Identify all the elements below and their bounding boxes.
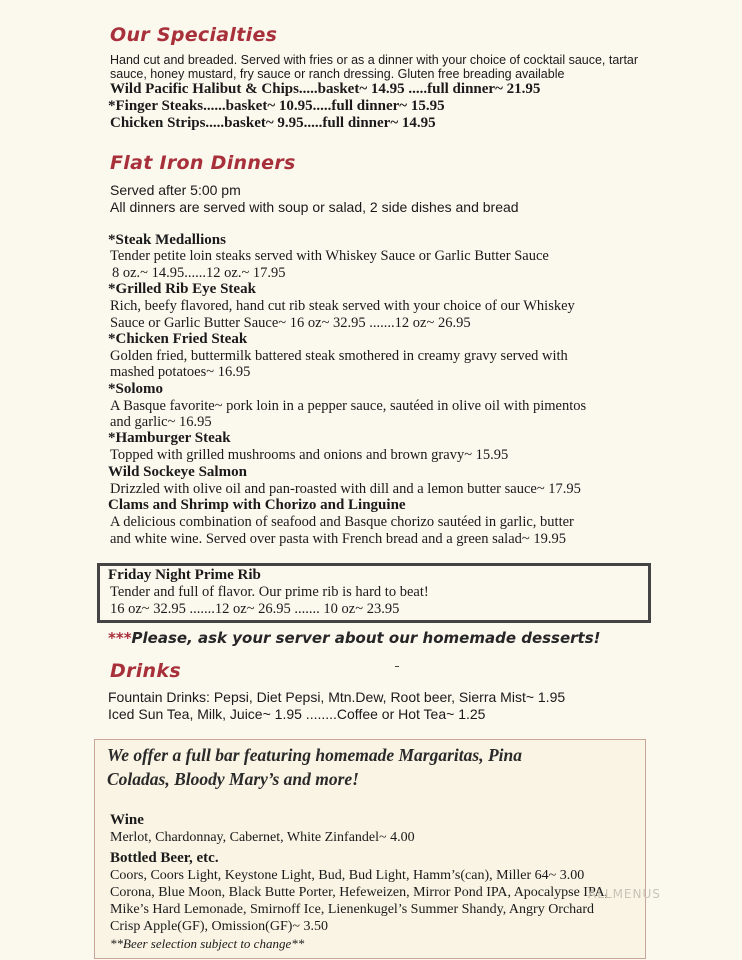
beer-line: Crisp Apple(GF), Omission(GF)~ 3.50 (110, 919, 328, 934)
dinner-item-desc: Rich, beefy flavored, hand cut rib steak served with your choice of our Whiskey (110, 298, 575, 314)
watermark: ALLMENUS (588, 887, 661, 901)
dinner-item-name: Clams and Shrimp with Chorizo and Linguine (108, 497, 406, 513)
dinner-item-desc: Topped with grilled mushrooms and onions and brown gravy~ 15.95 (110, 447, 509, 463)
desserts-note-text: Please, ask your server about our homemade desserts! (131, 629, 601, 647)
beer-note: **Beer selection subject to change** (110, 936, 305, 951)
served-after-text: Served after 5:00 pm (110, 182, 241, 198)
bar-headline: Coladas, Bloody Mary’s and more! (107, 769, 359, 789)
dinner-item-desc: and white wine. Served over pasta with French bread and a green salad~ 19.95 (110, 531, 566, 547)
dinner-item-desc: Golden fried, buttermilk battered steak smothered in creamy gravy served with (110, 348, 568, 364)
dinner-item-desc: Drizzled with olive oil and pan-roasted with dill and a lemon butter sauce~ 17.95 (110, 481, 581, 497)
dinner-item-price: and garlic~ 16.95 (110, 414, 212, 430)
specialties-intro-line1: Hand cut and breaded. Served with fries or as a dinner with your choice of cocktail sauce, tartar (110, 53, 639, 67)
dinner-item-desc: A delicious combination of seafood and Basque chorizo sautéed in garlic, butter (110, 514, 574, 530)
desserts-note (108, 629, 601, 647)
dinner-item-price: 8 oz.~ 14.95......12 oz.~ 17.95 (112, 265, 286, 281)
specialties-intro-line2: sauce, honey mustard, fry sauce or ranch dressing. Gluten free breading available (110, 67, 565, 81)
dinner-item-name: Wild Sockeye Salmon (108, 464, 247, 480)
stray-mark (395, 666, 399, 667)
dinner-item-name: *Chicken Fried Steak (108, 331, 248, 347)
specialty-item: Wild Pacific Halibut & Chips.....basket~ 14.95 .....full dinner~ 21.95 (110, 81, 541, 97)
prime-rib-name: Friday Night Prime Rib (108, 567, 261, 583)
drinks-heading: Drinks (110, 660, 181, 682)
specialty-item: Chicken Strips.....basket~ 9.95.....full dinner~ 14.95 (110, 115, 436, 131)
wine-heading: Wine (110, 812, 144, 828)
flat-iron-heading: Flat Iron Dinners (110, 152, 296, 174)
dinner-item-name: *Hamburger Steak (108, 430, 231, 446)
wine-line: Merlot, Chardonnay, Cabernet, White Zinfandel~ 4.00 (110, 830, 415, 845)
beer-heading: Bottled Beer, etc. (110, 850, 219, 866)
bar-headline: We offer a full bar featuring homemade Margaritas, Pina (107, 745, 523, 765)
specialties-heading: Our Specialties (110, 24, 278, 46)
beer-line: Mike’s Hard Lemonade, Smirnoff Ice, Lienenkugel’s Summer Shandy, Angry Orchard (110, 902, 595, 917)
dinner-item-price: Sauce or Garlic Butter Sauce~ 16 oz~ 32.95 .......12 oz~ 26.95 (110, 315, 471, 331)
served-with-text: All dinners are served with soup or salad, 2 side dishes and bread (110, 199, 519, 215)
dinner-item-name: *Steak Medallions (108, 232, 226, 248)
prime-rib-desc: Tender and full of flavor. Our prime rib is hard to beat! (110, 584, 429, 600)
drinks-line: Fountain Drinks: Pepsi, Diet Pepsi, Mtn.Dew, Root beer, Sierra Mist~ 1.95 (108, 689, 566, 705)
dinner-item-name: *Grilled Rib Eye Steak (108, 281, 256, 297)
drinks-line: Iced Sun Tea, Milk, Juice~ 1.95 ........Coffee or Hot Tea~ 1.25 (108, 706, 486, 722)
beer-line: Corona, Blue Moon, Black Butte Porter, Hefeweizen, Mirror Pond IPA, Apocalypse IPA, (110, 885, 609, 900)
dinner-item-desc: A Basque favorite~ pork loin in a pepper sauce, sautéed in olive oil with pimentos (110, 398, 587, 414)
specialty-item: *Finger Steaks......basket~ 10.95.....full dinner~ 15.95 (108, 98, 445, 114)
prime-rib-prices: 16 oz~ 32.95 .......12 oz~ 26.95 ....... 10 oz~ 23.95 (110, 601, 400, 617)
dinner-item-desc: Tender petite loin steaks served with Whiskey Sauce or Garlic Butter Sauce (110, 248, 549, 264)
dinner-item-name: *Solomo (108, 381, 164, 397)
desserts-note-stars: *** (108, 629, 132, 647)
beer-line: Coors, Coors Light, Keystone Light, Bud, Bud Light, Hamm’s(can), Miller 64~ 3.00 (110, 868, 585, 883)
dinner-item-price: mashed potatoes~ 16.95 (110, 364, 251, 380)
